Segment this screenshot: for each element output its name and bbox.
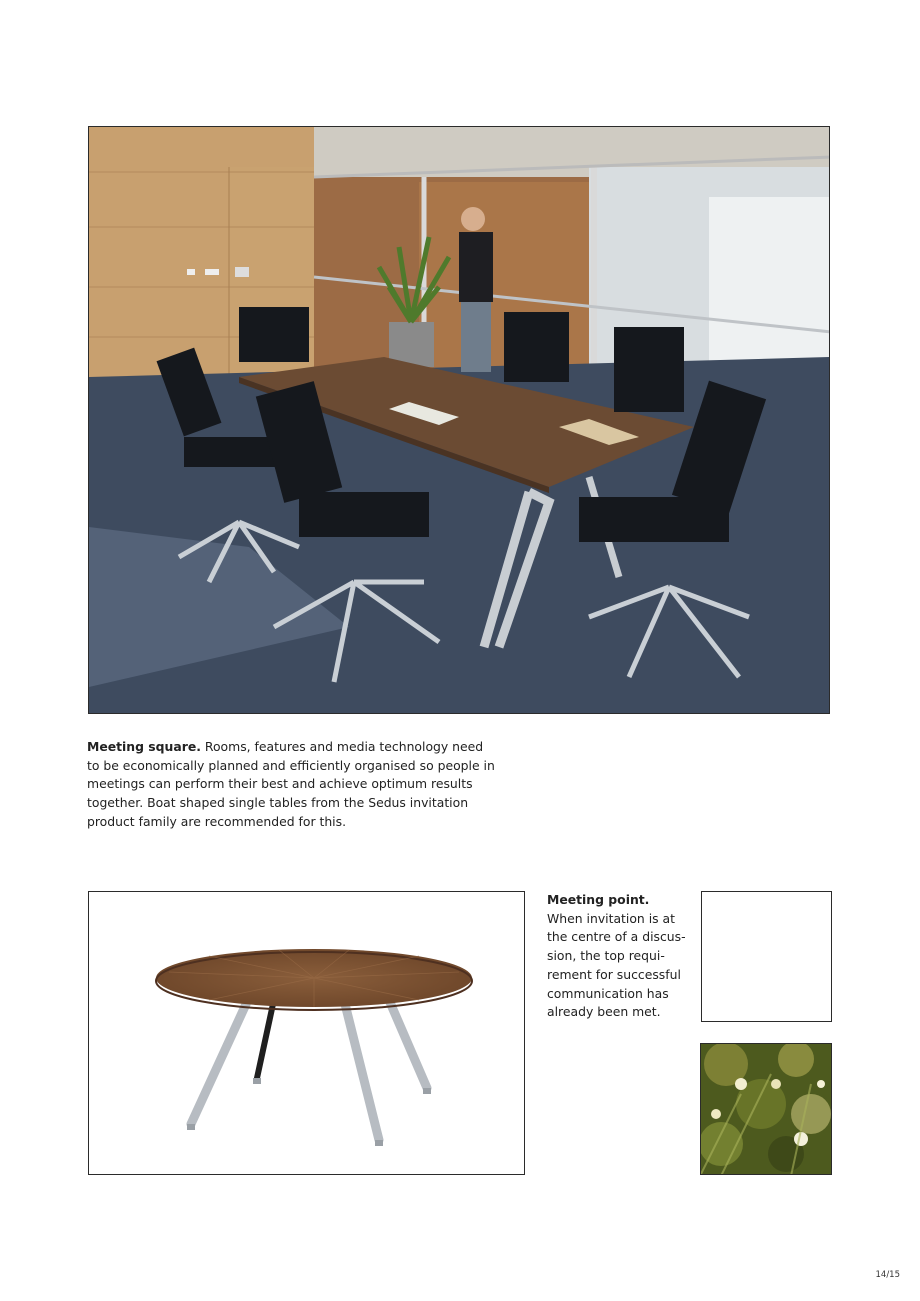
empty-frame: [701, 891, 832, 1022]
meeting-square-body: Rooms, features and media technology need to be economically planned and efficiently organised so people in meetings can perform their best and achieve optimum results together. Boat shaped single tables from the Sedus invitation product family are recommended for this.: [87, 739, 495, 829]
meeting-point-heading: Meeting point.: [547, 892, 650, 907]
meeting-square-caption: [87, 738, 497, 832]
meeting-room-photo: [88, 126, 830, 714]
round-table-photo: [88, 891, 525, 1175]
meeting-point-body: When invitation is at the centre of a discus-sion, the top requi-rement for successful communication has already been met.: [547, 910, 686, 1020]
nature-photo: [700, 1043, 832, 1175]
meeting-point-caption: [547, 891, 687, 1022]
page-number: 14/15: [875, 1270, 900, 1280]
meeting-square-heading: Meeting square.: [87, 739, 201, 754]
